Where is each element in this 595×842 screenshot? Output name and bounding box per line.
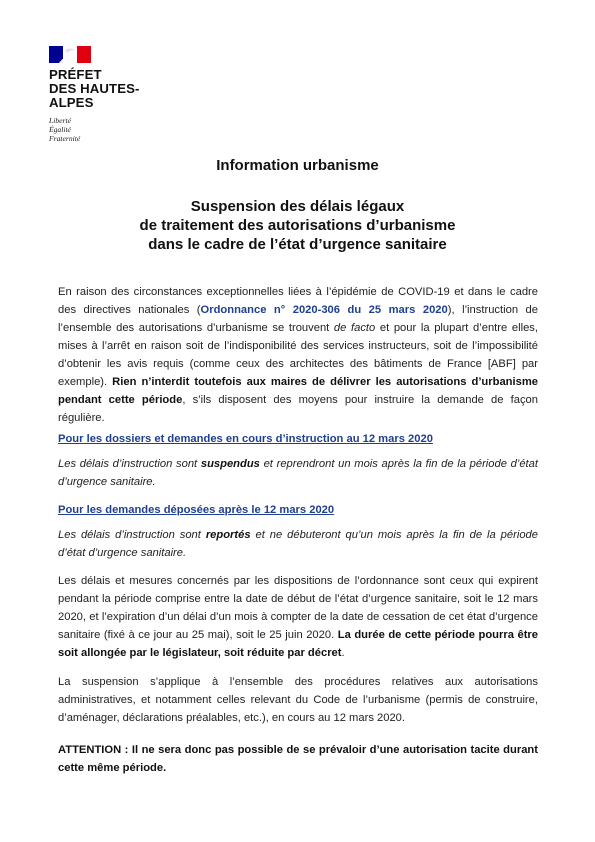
marianne-flag-icon [49,46,91,63]
intro-text-4: , s’ils disposent des moyens pour instruire la demande de façon régulière. [58,394,538,424]
intro-text-1: En raison des circonstances exceptionnelles liées à l’épidémie de COVID-19 et dans le cadre des directives nationales ( [58,286,538,316]
section-new-text [58,526,538,562]
section-new-text-1: Les délais d’instruction sont [58,529,206,541]
prefecture-name-line-2: DES HAUTES- [49,81,140,96]
delays-end: . [341,647,345,659]
subtitle-line-1: Suspension des délais légaux [190,198,405,215]
attention-notice: ATTENTION : Il ne sera donc pas possible de se prévaloir d’une autorisation tacite durant cette même période. [58,744,538,774]
intro-bold-statement: Rien n’interdit toutefois aux maires de délivrer les autorisations d’urbanisme pendant cette période [58,376,539,406]
document-title: Information urbanisme [216,157,379,174]
prefecture-name [49,68,140,110]
intro-paragraph [58,283,538,427]
motto-line-2: Égalité [49,125,71,134]
section-ongoing-text-2: et reprendront un mois après la fin de la période d’état d’urgence sanitaire. [58,458,538,488]
motto-line-3: Fraternité [49,134,81,143]
delays-bold: La durée de cette période pourra être soit allongée par le législateur, soit réduite par décret [58,629,538,659]
scope-paragraph: La suspension s’applique à l’ensemble des procédures relatives aux autorisations administratives, et notamment celles relevant du Code de l’urbanisme (permis de construire, d’aménager, déclarations préalables, etc.), en cours au 12 mars 2020. [58,676,538,724]
delays-paragraph [58,572,538,662]
document-subtitle [0,197,595,254]
prefecture-name-line-1: PRÉFET [49,67,102,82]
prefecture-name-line-3: ALPES [49,95,94,110]
section-heading-ongoing: Pour les dossiers et demandes en cours d’instruction au 12 mars 2020 [58,433,433,445]
motto-line-1: Liberté [49,116,71,125]
section-new-text-2: et ne débuteront qu’un mois après la fin de la période d’état d’urgence sanitaire. [58,529,539,559]
intro-de-facto: de facto [333,322,376,334]
section-ongoing-text [58,455,538,491]
intro-text-2: ), l’instruction de l’ensemble des autorisations d’urbanisme se trouvent [58,304,538,334]
republic-motto [49,116,140,143]
intro-text-3: et pour la plupart d’entre elles, mises à l’arrêt en raison soit de l’indisponibilité des services instructeurs, soit de l’impossibilité d’obtenir les avis requis (comme ceux des architectes des bâtiments de France [ABF] par exemple). [58,322,538,388]
section-ongoing-bold: suspendus [200,458,260,470]
section-heading-new: Pour les demandes déposées après le 12 mars 2020 [58,504,335,516]
delays-text: Les délais et mesures concernés par les dispositions de l’ordonnance sont ceux qui expirent pendant la période comprise entre la date de début de l’état d’urgence sanitaire, soit le 12 mars 2020, et l’expiration d’un délai d’un mois à compter de la date de cessation de cet état d’urgence sanitaire (fixé à ce jour au 25 mai), soit le 25 juin 2020. [58,575,538,641]
section-ongoing-text-1: Les délais d’instruction sont [58,458,201,470]
section-new-bold: reportés [205,529,251,541]
subtitle-line-2: de traitement des autorisations d’urbanisme [139,217,456,234]
subtitle-line-3: dans le cadre de l’état d’urgence sanitaire [148,236,447,253]
ordonnance-reference: Ordonnance n° 2020-306 du 25 mars 2020 [200,304,448,316]
prefecture-logo [49,46,140,143]
